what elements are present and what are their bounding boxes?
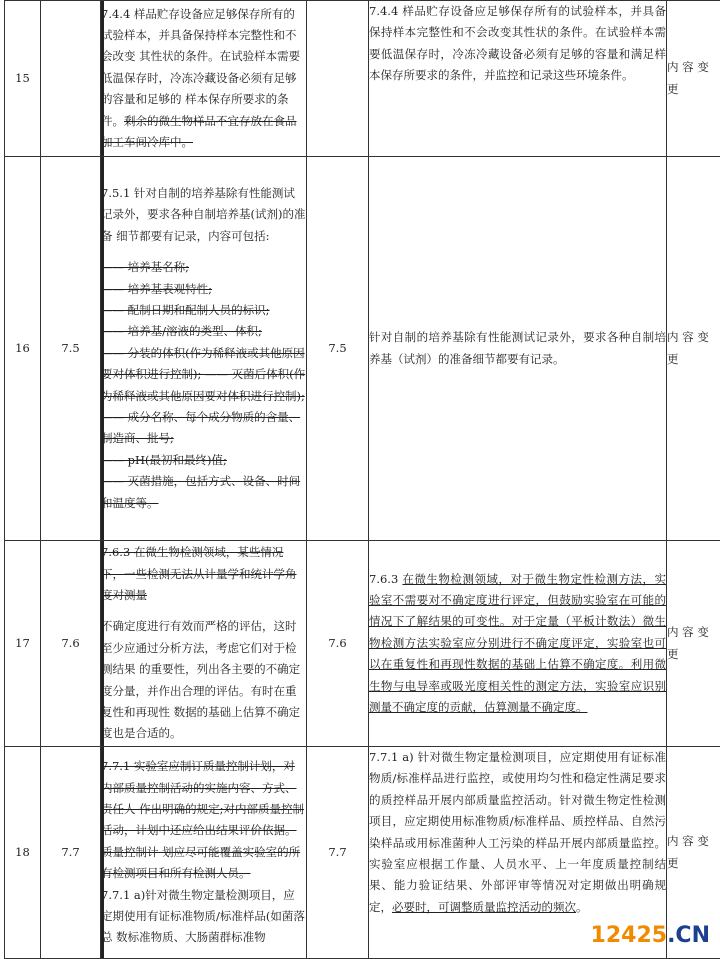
deleted-text: —— 配制日期和配制人员的标识; [101, 300, 306, 321]
new-clause-number [307, 1, 369, 157]
watermark-digits: 12425 [591, 923, 668, 948]
change-type: 内 容 变更 [667, 747, 720, 959]
old-clause-number [41, 1, 101, 157]
change-type: 内 容 变更 [667, 1, 720, 157]
watermark-suffix: .CN [667, 923, 710, 948]
deleted-text: 7.7.1 实验室应制订质量控制计划，对内部质量控制活动的实施内容、方式、责任人 作出明确的规定;对内部质量控制活动，计划中还应给出结果评价依据。质量控制计 划应尽可能覆盖实验室的所有检测项目和所有检测人员。 [101, 756, 306, 884]
deleted-text: —— 分装的体积(作为稀释液或其他原因要对体积进行控制); —— 灭菌后体积(作为稀释液或其他原因要对体积进行控制); —— 成分名称、每个成分物质的含量、制造商、批号; [101, 343, 306, 450]
deleted-text: —— 培养基/溶液的类型、体积; [101, 321, 306, 342]
site-watermark-logo [591, 924, 710, 948]
row-number: 16 [5, 157, 41, 541]
old-clause-text [101, 747, 307, 959]
text-run: 7.7.1 a) 针对微生物定量检测项目，应定期使用有证标准物质/标准样品进行监控，或使用均匀性和稳定性满足要求的质控样品开展内部质量监控活动。针对微生物定性检测项目，应定期使用标准物质/标准样品、质控样品、自然污染样品或用标准菌种人工污染的样品开展内部质量监控。实验室应根据工作量、人员水平、上一年度质量控制结果、能力验证结果、外部评审等情况对定期做出明确规定， [369, 750, 666, 914]
text-run: 7.7.1 a)针对微生物定量检测项目，应定期使用有证标准物质/标准样品(如菌落总 数标准物质、大肠菌群标准物 [101, 885, 306, 949]
text-run: 7.4.4 样品贮存设备应足够保存所有的试验样本，并具备保持样本完整性和不会改变 其性状的条件。在试验样本需要低温保存时，冷冻冷藏设备必须有足够的容量和足够的 样本保存所要求的条件。 [101, 7, 300, 128]
deleted-text: —— 培养基表观特性; [101, 279, 306, 300]
text-run: 7.5.1 针对自制的培养基除有性能测试记录外，要求各种自制培养基(试剂)的准备 细节都要有记录，内容可包括: [101, 183, 306, 247]
old-clause-text [101, 541, 307, 747]
old-clause-text [101, 157, 307, 541]
text-run: 。 [576, 900, 588, 914]
old-clause-number: 7.6 [41, 541, 101, 747]
table-row [5, 157, 720, 541]
deleted-text: —— 灭菌措施，包括方式、设备、时间和温度等。 [101, 471, 306, 514]
new-clause-text [369, 157, 667, 541]
change-type: 内 容 变更 [667, 157, 720, 541]
change-type: 内 容 变更 [667, 541, 720, 747]
text-run: 不确定度进行有效而严格的评估，这时至少应通过分析方法，考虑它们对于检测结果 的重要性，列出各主要的不确定度分量，并作出合理的评估。有时在重复性和再现性 数据的基础上估算不确定度也是合适的。 [101, 616, 306, 744]
new-clause-number: 7.7 [307, 747, 369, 959]
text-run: 7.4.4 样品贮存设备应足够保存所有的试验样本，并具备保持样本完整性和不会改变其性状的条件。在试验样本需要低温保存时，冷冻冷藏设备必须有足够的容量和满足样本保存所要求的条件，并监控和记录这些环境条件。 [369, 4, 666, 82]
inserted-text: 在微生物检测领域，对于微生物定性检测方法，实验室不需要对不确定度进行评定，但鼓励实验室在可能的情况下了解结果的可变性。对于定量（平板计数法）微生物检测方法实验室应分别进行不确定度评定，实验室也可以在重复性和再现性数据的基础上估算不确定度。利用微生物与电导率或吸光度相关性的测定方法，实验室应识别测量不确定度的贡献，估算测量不确定度。 [369, 572, 666, 714]
comparison-table [4, 0, 720, 959]
deleted-text: 剩余的微生物样品不宜存放在食品加工车间冷库中。 [101, 114, 297, 149]
text-run: 针对自制的培养基除有性能测试记录外，要求各种自制培养基（试剂）的准备细节都要有记录。 [369, 330, 666, 365]
row-number: 18 [5, 747, 41, 959]
text-run: 7.6.3 [369, 572, 402, 586]
table-row [5, 541, 720, 747]
old-clause-text [101, 1, 307, 157]
new-clause-number: 7.5 [307, 157, 369, 541]
new-clause-number: 7.6 [307, 541, 369, 747]
deleted-text: 7.6.3 在微生物检测领域，某些情况下，一些检测无法从计量学和统计学角度对测量 [101, 542, 306, 606]
row-number: 15 [5, 1, 41, 157]
inserted-text: 必要时，可调整质量监控活动的频次 [392, 900, 576, 914]
new-clause-text [369, 541, 667, 747]
old-clause-number: 7.7 [41, 747, 101, 959]
deleted-text: —— pH(最初和最终)值; [101, 450, 306, 471]
table-row [5, 1, 720, 157]
old-clause-number: 7.5 [41, 157, 101, 541]
deleted-text: —— 培养基名称; [101, 257, 306, 278]
row-number: 17 [5, 541, 41, 747]
new-clause-text [369, 1, 667, 157]
